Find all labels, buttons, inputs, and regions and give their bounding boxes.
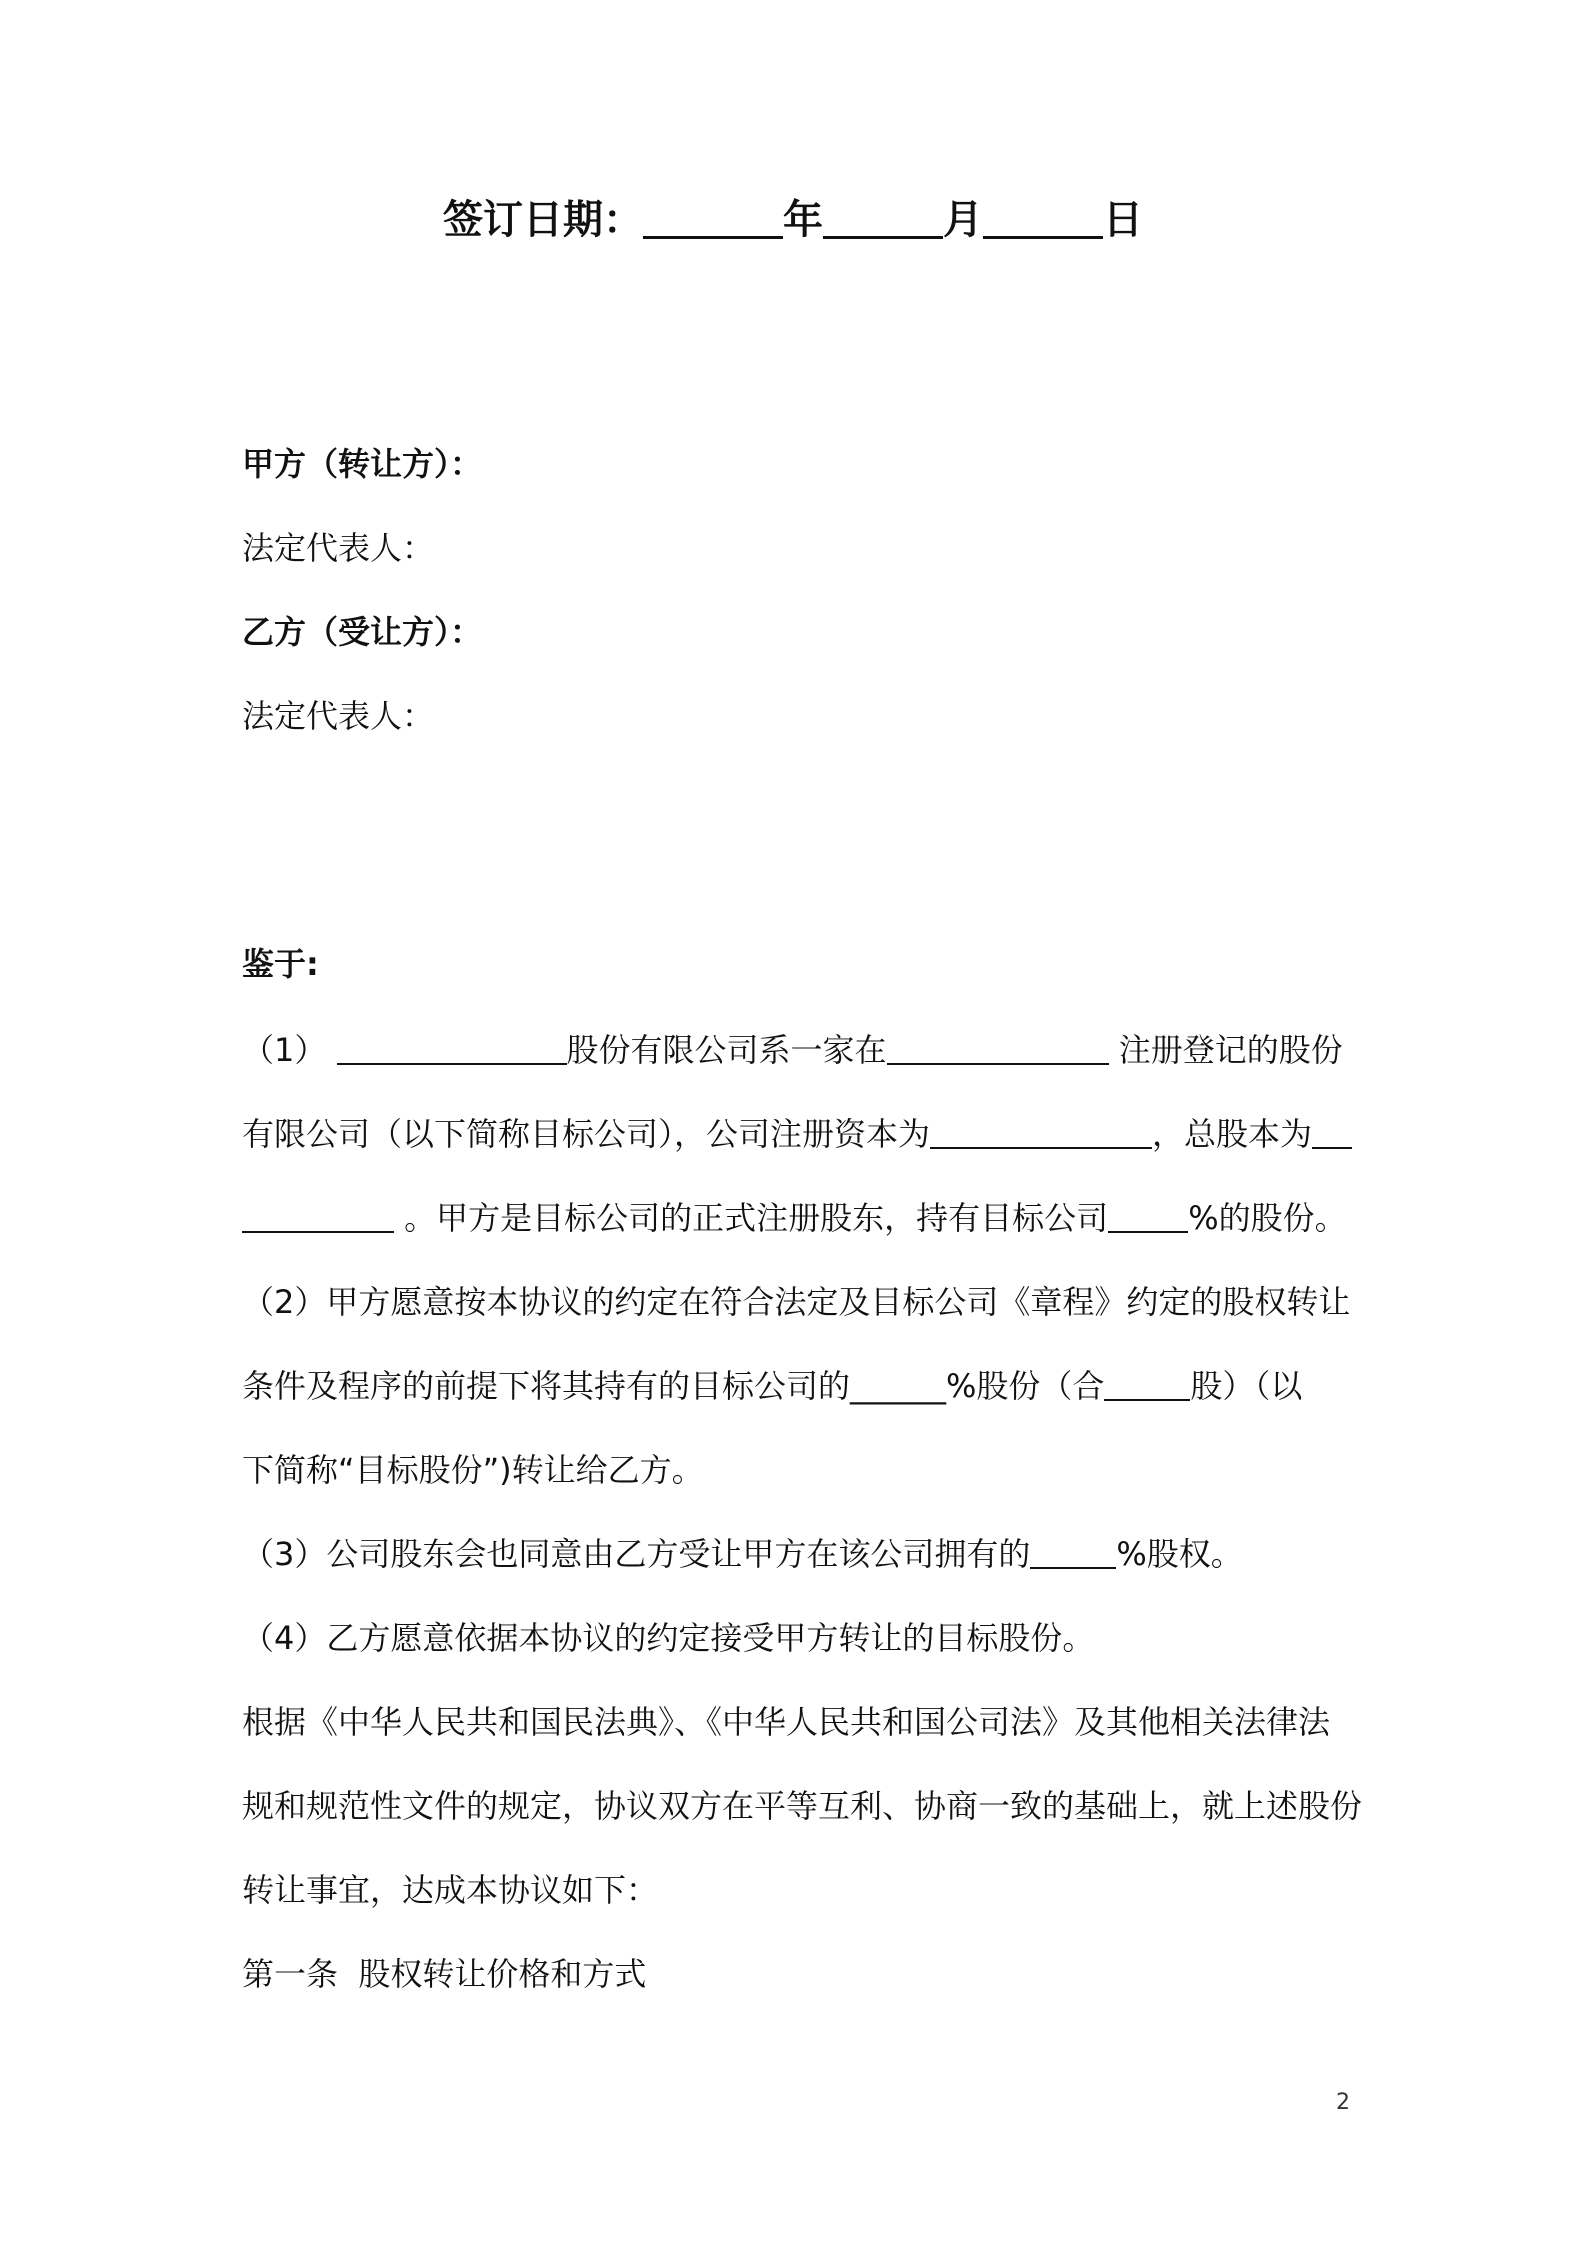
item-1-text-4: ，总股本为: [1152, 1115, 1313, 1153]
party-a-representative-label: 法定代表人：: [242, 529, 435, 567]
item-3-text-2: %股权。: [1116, 1535, 1243, 1573]
month-blank: [823, 200, 943, 239]
basis-line-3: 转让事宜，达成本协议如下：: [242, 1871, 659, 1909]
day-label: 日: [1103, 197, 1143, 243]
total-shares-blank-part-1: [1312, 1117, 1352, 1149]
company-name-blank: [337, 1033, 567, 1065]
signing-date-title: [0, 196, 1586, 244]
year-label: 年: [783, 197, 823, 243]
page-number: 2: [1336, 2090, 1350, 2115]
year-blank: [643, 200, 783, 239]
whereas-item-2-line-2: [242, 1366, 1302, 1406]
item-1-text-1: 股份有限公司系一家在: [566, 1031, 887, 1069]
item-2-text-a: 条件及程序的前提下将其持有的目标公司的______%股份（合: [242, 1367, 1105, 1405]
whereas-item-3: [242, 1534, 1243, 1574]
share-count-blank: [1104, 1369, 1190, 1401]
signing-date-label: 签订日期：: [443, 197, 643, 243]
whereas-item-4: （4）乙方愿意依据本协议的约定接受甲方转让的目标股份。: [242, 1619, 1095, 1657]
whereas-item-1-line-2: [242, 1114, 1352, 1154]
whereas-item-1-line-3: [242, 1198, 1347, 1238]
whereas-heading: 鉴于:: [242, 945, 319, 983]
basis-line-1: 根据《中华人民共和国民法典》、《中华人民共和国公司法》及其他相关法律法: [242, 1703, 1331, 1741]
whereas-item-2-line-3: 下简称“目标股份”)转让给乙方。: [242, 1451, 704, 1489]
article-1-heading: 第一条 股权转让价格和方式: [242, 1955, 647, 1993]
item-1-text-5: 。甲方是目标公司的正式注册股东，持有目标公司: [404, 1199, 1109, 1237]
item-3-text-1: （3）公司股东会也同意由乙方受让甲方在该公司拥有的: [242, 1535, 1031, 1573]
registration-place-blank: [887, 1033, 1109, 1065]
item-2-text-b: 股）（以: [1190, 1367, 1303, 1405]
party-b-label: 乙方（受让方）：: [242, 613, 483, 651]
equity-percent-blank: [1030, 1537, 1116, 1569]
day-blank: [983, 200, 1103, 239]
item-1-text-2: 注册登记的股份: [1118, 1031, 1343, 1069]
item-1-number: （1）: [242, 1031, 327, 1069]
item-1-text-6: %的股份。: [1188, 1199, 1347, 1237]
basis-line-2: 规和规范性文件的规定，协议双方在平等互利、协商一致的基础上，就上述股份: [242, 1787, 1363, 1825]
item-1-text-3: 有限公司（以下简称目标公司），公司注册资本为: [242, 1115, 931, 1153]
whereas-item-1-line-1: [242, 1030, 1343, 1070]
whereas-item-2-line-1: （2）甲方愿意按本协议的约定在符合法定及目标公司《章程》约定的股权转让: [242, 1283, 1351, 1321]
shareholding-percent-blank: [1108, 1201, 1188, 1233]
party-a-label: 甲方（转让方）：: [242, 445, 483, 483]
total-shares-blank-part-2: [242, 1201, 394, 1233]
party-b-representative-label: 法定代表人：: [242, 697, 435, 735]
registered-capital-blank: [930, 1117, 1152, 1149]
month-label: 月: [943, 197, 983, 243]
